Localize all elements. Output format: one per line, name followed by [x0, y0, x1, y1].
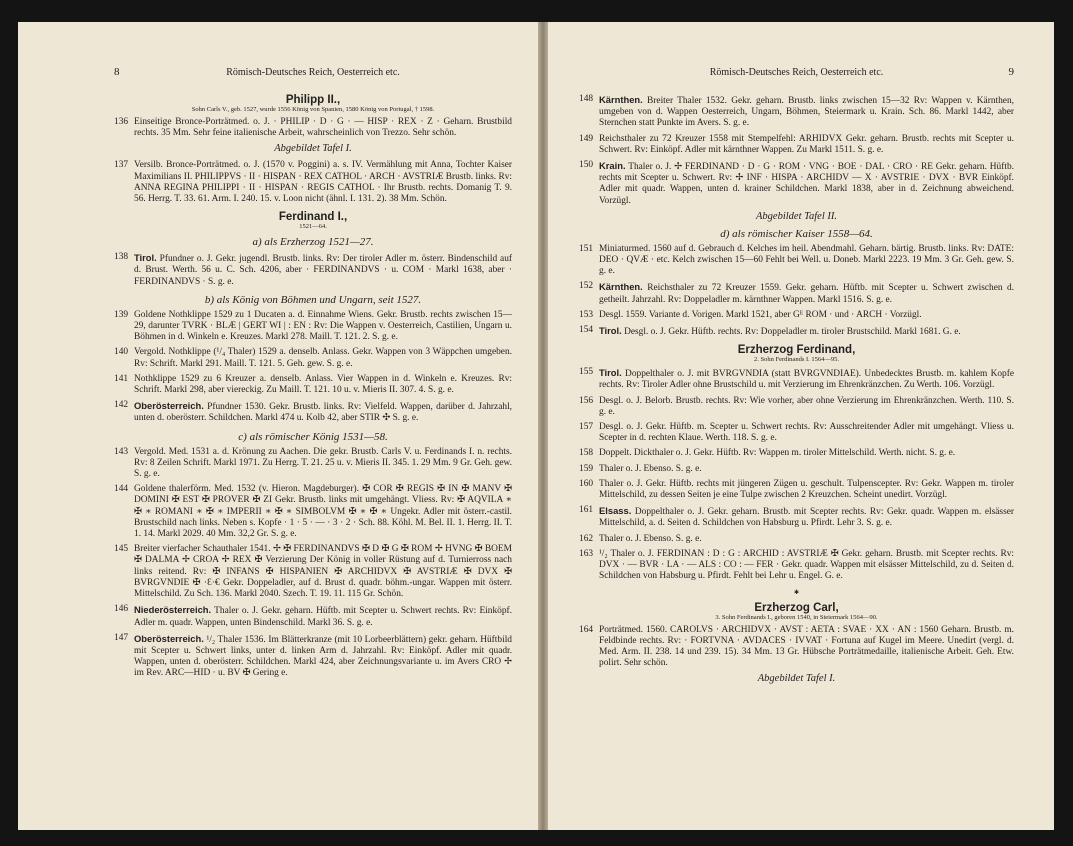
- catalog-entry: [114, 347, 512, 369]
- entry-text: Nothklippe 1529 zu 6 Kreuzer a. denselb. Anlass. Vier Wappen in d. Winkeln e. Kreuzes. Rv: Schrift. Markl 298, aber viereckig. Zu Maill. T. 121. 10 u. v. Mieris II. 307. 4. S. g. e.: [134, 373, 512, 396]
- entry-region: Tirol.: [134, 252, 157, 264]
- left-running-head: [114, 66, 512, 82]
- entry-number: 148: [579, 94, 594, 104]
- entry-number: 139: [114, 309, 129, 320]
- section-subheading: 1521—64.: [299, 223, 327, 231]
- entry-text: Breiter vierfacher Schauthaler 1541. ✢ ✠ FERDINANDVS ✠ D ✠ G ✠ ROM ✢ HVNG ✠ BOEM ✠ DALMA ✢ CROA ✢ REX ✠ Verzierung Der König in voller Rüstung auf d. Turnierross nach links reitend. Rv: ✠ INFANS ✠ HISPANIEN ✠ ARCHIDVX ✠ AVSTRIÆ ✠ DVX ✠ BVRGVNDIE ✠ ·Ɛ·€ Gekr. Doppeladler, auf d. Brust d. quadr. böhm.-ungar. Wappen mit österr. Mittelschild. Zu Sch. 136. Markl 2040. Szech. T. 19. 11. 115 Gr. Schön.: [134, 544, 512, 600]
- entry-text: Thaler o. J. Ebenso. S. g. e.: [599, 463, 702, 474]
- catalog-entry: [579, 505, 1014, 529]
- catalog-entry: [114, 604, 512, 628]
- section-ornament: ✱: [793, 589, 800, 596]
- left-page: [18, 22, 538, 830]
- entry-number: 156: [579, 395, 594, 406]
- entry-number: 143: [114, 446, 129, 457]
- entry-text: ¹/₂ Thaler o. J. FERDINAN : D : G : ARCHID : AVSTRIÆ ✠ Gekr. geharn. Brustb. mit Scepter rechts. Rv: DVX · — BVR · LA · — ALS : CO : — FER · Gekr. quadr. Wappen mit elsässer Mittelschild, zu d. Seiten d. Schildchen von Habsburg u. Pfirdt. Fehlt bei Lehr u. Engel. G. e.: [599, 548, 1014, 582]
- entry-region: Oberösterreich.: [134, 632, 204, 644]
- entry-region: Krain.: [599, 160, 626, 172]
- entry-text: Porträtmed. 1560. CAROLVS · ARCHIDVX · AVST : AETA : SVAE · XX · AN : 1560 Geharn. Brustb. m. Feldbinde rechts. Rv: · FORTVNA · AVDACES · IVVAT · Fortuna auf Kugel im Meere. Unedirt (vergl. d. Med. Arm. II. 238. 14 und 239. 15). 34 Mm. 13 Gr. Hübsche Porträtmedaille, italienische Arbeit. Geh. Etw. polirt. Sehr schön.: [599, 624, 1014, 669]
- book-gutter: [538, 22, 548, 830]
- catalog-entry: [579, 464, 1014, 475]
- entry-text: Vergold. Med. 1531 a. d. Krönung zu Aachen. Die gekr. Brustb. Carls V. u. Ferdinands I. n. rechts. Rv: 8 Zeilen Schrift. Markl 1971. Zu Herrg. T. 21. 25 u. v. Mieris II. 345. 1. 29 Mm. 9 Gr. Geh. gew. S. g. e.: [134, 446, 512, 480]
- subsection-heading: a) als Erzherzog 1521—27.: [252, 236, 374, 249]
- entry-number: 164: [579, 624, 594, 635]
- entry-text: Doppelt. Dickthaler o. J. Gekr. Hüftb. Rv: Wappen m. tiroler Mittelschild. Werth. nicht. S. g. e.: [599, 448, 956, 459]
- entry-number: 154: [579, 325, 594, 336]
- entry-number: 147: [114, 632, 129, 643]
- catalog-entry: [114, 310, 512, 344]
- catalog-entry: [114, 484, 512, 540]
- page-number: 8: [114, 66, 120, 78]
- catalog-entry: [579, 281, 1014, 305]
- entry-number: 160: [579, 478, 594, 489]
- entry-region: Oberösterreich.: [134, 400, 204, 412]
- entry-number: 145: [114, 544, 129, 555]
- entry-number: 149: [579, 133, 594, 144]
- subsection-heading: d) als römischer Kaiser 1558—64.: [720, 227, 873, 240]
- figure-reference: Abgebildet Tafel I.: [757, 673, 836, 685]
- catalog-entry: [579, 396, 1014, 418]
- catalog-entry: [579, 244, 1014, 278]
- entry-number: 157: [579, 422, 594, 433]
- entry-text: Doppelthaler o. J. Gekr. geharn. Brustb. mit Scepter rechts. Rv: Gekr. quadr. Wappen m. elsässer Mittelschild, a. d. Seiten d. Schildchen von Habsburg u. Pfirdt. Lehr 3. S. g. e.: [599, 507, 1015, 529]
- entry-text: Reichsthaler zu 72 Kreuzer 1559. Gekr. geharn. Hüftb. mit Scepter u. Schwert zwischen d. getheilt. Jahrzahl. Rv: Doppeladler m. kärnthner Wappen. Markl 1516. S. g. e.: [599, 283, 1014, 305]
- entry-text: Thaler o. J. Gekr. geharn. Hüftb. mit Scepter u. Schwert rechts. Rv: Einköpf. Adler m. quadr. Wappen, unten Bindenschild. Markl 36. S. g. e.: [134, 606, 512, 628]
- section-subheading: 2. Sohn Ferdinands I. 1564—95.: [753, 356, 840, 364]
- entry-region: Tirol.: [599, 367, 622, 379]
- entry-text: Einseitige Bronce-Porträtmed. o. J. · PHILIP · D · G · — HISP · REX · Z · Geharn. Brustbild rechts. 35 Mm. Sehr feine italienische Arbeit, wahrscheinlich von Trezzo. Sehr schön.: [134, 117, 512, 139]
- section-heading: Erzherzog Ferdinand,: [737, 344, 856, 357]
- catalog-entry: [114, 633, 512, 680]
- right-page: [548, 22, 1054, 830]
- catalog-entry: [579, 625, 1014, 670]
- section-subheading: Sohn Carls V., geb. 1527, wurde 1556 König von Spanien, 1580 König von Portugal, † 1598.: [191, 106, 435, 113]
- catalog-entry: [114, 544, 512, 600]
- entry-number: 155: [579, 367, 594, 378]
- entry-number: 142: [114, 400, 129, 411]
- entry-number: 141: [114, 373, 129, 384]
- section-subheading: 3. Sohn Ferdinands I., geboren 1540, in Steiermark 1564—90.: [715, 613, 878, 621]
- figure-reference: Abgebildet Tafel II.: [756, 210, 837, 222]
- entry-region: Elsass.: [599, 505, 632, 517]
- catalog-entry: [114, 160, 512, 205]
- catalog-entry: [579, 94, 1014, 130]
- entry-text: Goldene Nothklippe 1529 zu 1 Ducaten a. d. Einnahme Wiens. Gekr. Brustb. rechts zwischen 15—29, darunter TVRK · BLÆ | GERT WI | : EN : Rv: Die Wappen v. Oesterreich, Castilien, Ungarn u. Böhmen in d. Winkeln e. Kreuzes. Markl 278. Maill. T. 121. 2. S. g. e.: [134, 309, 512, 343]
- entry-text: Desgl. o. J. Belorb. Brustb. rechts. Rv: Wie vorher, aber ohne Verzierung im Ehrenkränzchen. Werth. 110. S. g. e.: [599, 395, 1014, 417]
- entry-number: 146: [114, 604, 129, 615]
- catalog-entry: [579, 325, 1014, 338]
- entry-text: Thaler o. J. Ebenso. S. g. e.: [599, 533, 702, 544]
- entry-text: Desgl. 1559. Variante d. Vorigen. Markl 1521, aber Gᴱ ROM · und · ARCH · Vorzügl.: [599, 309, 922, 320]
- entry-number: 150: [579, 160, 594, 171]
- entry-text: Desgl. o. J. Gekr. Hüftb. m. Scepter u. Schwert rechts. Rv: Ausschreitender Adler mit umgehängt. Vliess u. Scepter in d. rechten Klaue. Werth. 118. S. g. e.: [599, 422, 1014, 444]
- catalog-entry: [579, 134, 1014, 156]
- entry-text: Pfundner o. J. Gekr. jugendl. Brustb. links. Rv: Der tiroler Adler m. österr. Bindenschild auf d. Brust. Werth. 56 u. C. Sch. 4206, aber · FERDINANDVS · u. COM · Markl 1638, aber · FERDINANDVS · S. g. e.: [134, 254, 512, 287]
- entry-number: 138: [114, 252, 129, 263]
- entry-text: Vergold. Nothklippe (¹/₄ Thaler) 1529 a. denselb. Anlass. Gekr. Wappen von 3 Wäppchen umgeben. Rv: Schrift. Markl 291. Maill. T. 121. 5. Geh. gew. S. g. e.: [134, 347, 512, 369]
- entry-text: Doppelthaler o. J. mit BVRGVNDIA (statt BVRGVNDIAE). Unbedecktes Brustb. m. kahlem Kopfe rechts. Rv: Tiroler Adler ohne Brustschild u. mit Verzierung im Ehrenkränzchen. Zu Werth. 106. Vorzügl.: [599, 369, 1015, 391]
- catalog-entry: [579, 448, 1014, 459]
- entry-number: 140: [114, 347, 129, 358]
- entry-number: 152: [579, 281, 594, 292]
- entry-text: Desgl. o. J. Gekr. Hüftb. rechts. Rv: Doppeladler m. tiroler Brustschild. Markl 1681. G. e.: [624, 327, 961, 338]
- entry-region: Tirol.: [599, 325, 622, 337]
- entry-text: Goldene thalerförm. Med. 1532 (v. Hieron. Magdeburger). ✠ COR ✠ REGIS ✠ IN ✠ MANV ✠ DOMINI ✠ EST ✠ PROVER ✠ ZI Gekr. Brustb. links mit umgehängt. Vliess. Rv: ✠ AQVILA ∗ ✠ ∗ ROMANI ∗ ✠ ∗ IMPERII ∗ ✠ ∗ SIMBOLVM ✠ ∗ ✠ ∗ Ungekr. Adler mit österr.-castil. Brustschild nach links. Neben s. Kopfe · 1 · 5 · — · 3 · 2 · Sch. 88. Köhl. M. Bel. II. 1. Herrg. II. T. 1. 14. Markl 2029. 40 Mm. 32,2 Gr. S. g. e.: [134, 484, 512, 540]
- catalog-entry: [114, 374, 512, 396]
- entry-text: ¹/₂ Thaler 1536. Im Blätterkranze (mit 10 Lorbeerblättern) gekr. geharn. Hüftbild mit Scepter u. Schwert links, unter d. linken Arm d. Jahrzahl. Rv: Einköpf. Adler mit quadr. Wappen, unten d. oberösterr. Schildchen. Markl 424, aber Zeichnungsvariante u. im Avers CRO ✢ im Rev. ARC—HID · u. BV ✠ Gering e.: [134, 634, 512, 679]
- catalog-entry: [579, 549, 1014, 583]
- right-running-head: [579, 66, 1014, 82]
- entry-region: Niederösterreich.: [134, 604, 212, 616]
- entry-number: 162: [579, 533, 594, 544]
- running-head-title: Römisch-Deutsches Reich, Oesterreich etc.: [709, 67, 884, 78]
- entry-number: 151: [579, 243, 594, 254]
- catalog-entry: [114, 252, 512, 288]
- subsection-heading: b) als König von Böhmen und Ungarn, seit 1527.: [204, 293, 422, 306]
- catalog-entry: [579, 479, 1014, 501]
- entry-number: 153: [579, 309, 594, 320]
- catalog-entry: [114, 447, 512, 481]
- entry-number: 159: [579, 463, 594, 474]
- section-heading: Ferdinand I.,: [278, 211, 348, 224]
- entry-text: Reichsthaler zu 72 Kreuzer 1558 mit Stempelfehl: ARHIDVX Gekr. geharn. Brustb. rechts mit Scepter u. Schwert. Rv: Einköpf. Adler mit kärnthner Wappen. Zu Markl 1511. S. g. e.: [599, 133, 1014, 155]
- catalog-entry: [579, 367, 1014, 391]
- right-page-content: [579, 94, 1014, 684]
- running-head-title: Römisch-Deutsches Reich, Oesterreich etc.: [226, 67, 400, 78]
- catalog-entry: [579, 422, 1014, 444]
- catalog-entry: [114, 117, 512, 139]
- entry-text: Breiter Thaler 1532. Gekr. geharn. Brustb. links zwischen 15—32 Rv: Wappen v. Kärnthen, umgeben von d. Wappen Oesterreich, Ungarn, Böhmen, Steiermark u. Krain. Sch. 86. Markl 1442, aber Sternchen statt Punkte im Avers. S. g. e.: [599, 96, 1014, 129]
- page-number: 9: [1008, 66, 1014, 78]
- entry-text: Thaler o. J. Gekr. Hüftb. rechts mit jüngeren Zügen u. geschult. Tulpenscepter. Rv: Gekr. Wappen m. tiroler Mittelschild, zu dessen Seiten je eine Tulpe zwischen 2 Kreuzchen. Scheint unedirt. Vorzügl.: [599, 478, 1014, 501]
- entry-text: Thaler o. J. ✢ FERDINAND · D · G · ROM · VNG · BOE · DAL · CRO · RE Gekr. geharn. Hüftb. rechts mit Scepter u. Schwert. Rv: ✢ INF · HISPA · ARCHIDV — X · AVSTRIE · DVX · BVR Einköpf. Adler mit quadr. Wappen, unten d. krainer Schildchen. Markl 1838, aber in d. Zeichnung abweichend. Vorzügl.: [599, 162, 1014, 206]
- entry-number: 158: [579, 448, 594, 459]
- entry-number: 137: [114, 160, 129, 171]
- catalog-entry: [579, 534, 1014, 545]
- entry-number: 144: [114, 484, 129, 495]
- catalog-entry: [579, 310, 1014, 321]
- entry-number: 136: [114, 117, 129, 127]
- entry-region: Kärnthen.: [599, 94, 643, 105]
- catalog-entry: [114, 400, 512, 424]
- section-heading: Philipp II.,: [285, 94, 341, 106]
- entry-region: Kärnthen.: [599, 281, 643, 293]
- entry-number: 163: [579, 548, 594, 559]
- section-heading: Erzherzog Carl,: [754, 601, 839, 614]
- catalog-entry: [579, 160, 1014, 207]
- figure-reference: Abgebildet Tafel I.: [274, 143, 352, 155]
- entry-text: Pfundner 1530. Gekr. Brustb. links. Rv: Vielfeld. Wappen, darüber d. Jahrzahl, unten d. oberösterr. Schildchen. Markl 474 u. Kolb 42, aber STIR ✣ S. g. e.: [134, 402, 513, 424]
- entry-text: Versilb. Bronce-Porträtmed. o. J. (1570 v. Poggini) a. s. IV. Vermählung mit Anna, Tochter Kaiser Maximilians II. PHILIPPVS · II · HISPAN · REX CATHOL · ARCH · AVSTRIÆ Brustb. links. Rv: ANNA REGINA PHILIPPI · II · HISPAN · REGIS CATHOL · Ihr Brustb. rechts. Domanig T. 9. 56. Herrg. T. 33. 61. Arm. I. 240. 15. v. Loon nicht (ähnl. I. 131. 2). 38 Mm. Schön.: [134, 160, 512, 205]
- subsection-heading: c) als römischer König 1531—58.: [238, 430, 388, 443]
- left-page-content: [114, 94, 512, 680]
- entry-number: 161: [579, 505, 594, 516]
- entry-text: Miniaturmed. 1560 auf d. Gebrauch d. Kelches im heil. Abendmahl. Geharn. bärtig. Brustb. links. Rv: DATE: DEO · QVÆ · etc. Kelch zwischen 15—60 Fehlt bei Well. u. Doneb. Markl 2223. 19 Mm. 3 Gr. Geh. gew. S. g. e.: [599, 243, 1014, 277]
